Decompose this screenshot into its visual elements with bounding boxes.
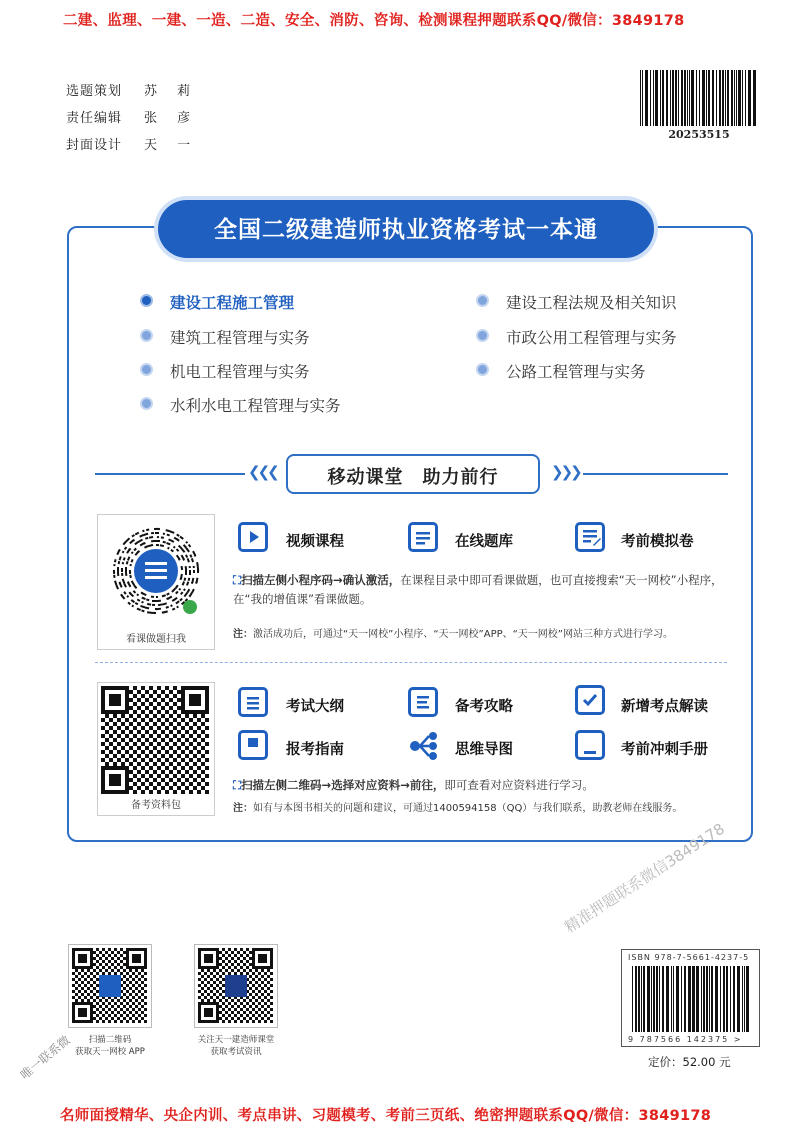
feature-label: 报考指南 <box>286 742 344 758</box>
bullet-icon <box>476 363 489 376</box>
divider-right <box>583 473 728 475</box>
series-title: 全国二级建造师执业资格考试一本通 <box>214 217 598 243</box>
mind-map-icon <box>408 730 440 762</box>
question-bank-icon <box>408 522 438 552</box>
credit-row: 选题策划 苏 莉 <box>66 84 199 99</box>
series-title-banner <box>158 200 654 258</box>
mobile-slogan: 移动课堂 助力前行 <box>327 467 499 488</box>
scan-icon: ⛶ <box>233 778 242 792</box>
study-pack-qr-card[interactable] <box>97 682 215 816</box>
mini-program-qr-card[interactable] <box>97 514 215 650</box>
bottom-banner-text: 名师面授精华、央企内训、考点串讲、习题模考、考前三页纸、绝密押题联系QQ/微信：3849178 <box>60 1108 712 1124</box>
qr-code-icon <box>98 683 214 799</box>
price-label: 定价：52.00 元 <box>648 1055 731 1069</box>
bullet-icon <box>140 397 153 410</box>
barcode-number: 20253515 <box>668 128 730 141</box>
qr-caption: 关注天一建造师课堂 获取考试资讯 <box>197 1035 275 1057</box>
watermark-text: 精准押题联系微信3849178 <box>561 819 728 937</box>
mobile-slogan-banner <box>286 454 540 494</box>
section2-note: 注：如有与本图书相关的问题和建议，可通过1400594158（QQ）与我们联系，助教老师在线服务。 <box>233 803 683 814</box>
subject-item: 建设工程法规及相关知识 <box>476 291 677 313</box>
new-points-icon <box>575 685 605 715</box>
credit-row: 责任编辑 张 彦 <box>66 111 199 126</box>
feature-label: 在线题库 <box>455 534 513 550</box>
video-icon <box>238 522 268 552</box>
subject-item: 市政公用工程管理与实务 <box>476 326 677 348</box>
feature-label: 思维导图 <box>455 742 513 758</box>
top-barcode <box>640 70 758 141</box>
barcode-bars <box>640 70 758 126</box>
credit-row: 封面设计 天 一 <box>66 138 199 153</box>
mini-program-code-icon <box>98 515 214 631</box>
chevrons-right-icon: ❯❯❯ <box>551 463 580 481</box>
section1-note: 注：激活成功后，可通过“天一网校”小程序、“天一网校”APP、“天一网校”网站三种方式进行学习。 <box>233 629 673 640</box>
qr-caption: 看课做题扫我 <box>126 634 186 645</box>
strategy-icon <box>408 687 438 717</box>
isbn-barcode <box>621 949 760 1047</box>
watermark-text-left: 唯一联系微 <box>17 1032 73 1083</box>
divider-left <box>95 473 245 475</box>
bullet-icon <box>140 363 153 376</box>
chevrons-left-icon: ❮❮❮ <box>248 463 277 481</box>
qr-code-icon <box>69 945 151 1027</box>
qr-caption: 扫描二维码 获取天一网校 APP <box>75 1035 145 1057</box>
mock-exam-icon <box>575 522 605 552</box>
isbn-label: ISBN 978-7-5661-4237-5 <box>628 953 750 962</box>
sprint-manual-icon <box>575 730 605 760</box>
subject-item: 建筑工程管理与实务 <box>140 326 310 348</box>
feature-label: 新增考点解读 <box>621 699 708 715</box>
subject-item: 公路工程管理与实务 <box>476 360 646 382</box>
bullet-icon <box>140 329 153 342</box>
subject-item: 建设工程施工管理 <box>140 291 294 313</box>
qr-code-icon <box>195 945 277 1027</box>
isbn-digits: 9 787566 142375 > <box>628 1035 743 1044</box>
bullet-icon <box>476 294 489 307</box>
scan-icon: ⛶ <box>233 573 242 587</box>
app-download-qr[interactable] <box>68 944 152 1028</box>
barcode-bars <box>632 966 750 1032</box>
subject-item: 水利水电工程管理与实务 <box>140 394 341 416</box>
section2-instruction: ⛶扫描左侧二维码→选择对应资料→前往，即可查看对应资料进行学习。 <box>233 778 594 792</box>
section-separator <box>95 662 727 663</box>
bullet-icon <box>476 329 489 342</box>
guide-book-icon <box>238 730 268 760</box>
feature-label: 考前冲刺手册 <box>621 742 708 758</box>
credits-block <box>66 78 198 159</box>
top-banner-text: 二建、监理、一建、一造、二造、安全、消防、咨询、检测课程押题联系QQ/微信：3849178 <box>63 13 685 29</box>
feature-label: 视频课程 <box>286 534 344 550</box>
section1-instruction: ⛶扫描左侧小程序码→确认激活，在课程目录中即可看课做题，也可直接搜索“天一网校”小程序，在“我的增值课”看课做题。 <box>233 573 723 606</box>
wechat-follow-qr[interactable] <box>194 944 278 1028</box>
feature-label: 备考攻略 <box>455 699 513 715</box>
outline-icon <box>238 687 268 717</box>
subject-item: 机电工程管理与实务 <box>140 360 310 382</box>
feature-label: 考前模拟卷 <box>621 534 694 550</box>
qr-caption: 备考资料包 <box>131 800 181 811</box>
bullet-icon <box>140 294 153 307</box>
feature-label: 考试大纲 <box>286 699 344 715</box>
